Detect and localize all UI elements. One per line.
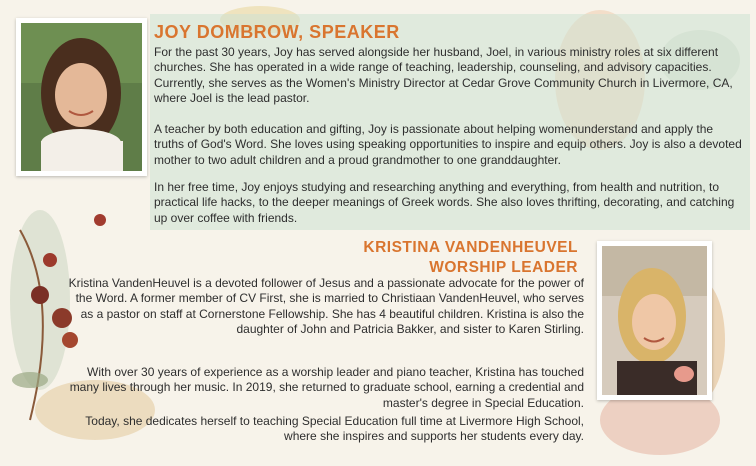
speaker2-paragraph-1: Kristina VandenHeuvel is a devoted follower of Jesus and a passionate advocate for the power of the Word. A former member of CV First, she is married to Christiaan VandenHeuvel, who serves as a pastor on staff at Cornerstone Fellowship. She has 4 beautiful children. Kristina is also the daughter of John and Patricia Bakker, and sister to Karen Stirling. — [68, 276, 584, 337]
speaker2-paragraph-2: With over 30 years of experience as a worship leader and piano teacher, Kristina has touched many lives through her music. In 2019, she returned to graduate school, earning a credential and master's degree in Special Education. — [69, 365, 584, 410]
speaker1-heading: JOY DOMBROW, SPEAKER — [154, 22, 400, 42]
speaker2-paragraph-3: Today, she dedicates herself to teaching Special Education full time at Livermore High School, where she inspires and supports her students every day. — [85, 414, 584, 444]
speaker2-heading-role: WORSHIP LEADER — [429, 259, 578, 276]
speaker1-paragraph-3: In her free time, Joy enjoys studying and researching anything and everything, from health and nutrition, to practical life hacks, to the deeper meanings of Greek words. She also loves thrifting, decorating, and catching up over coffee with friends. — [154, 180, 735, 225]
speaker1-paragraph-1: For the past 30 years, Joy has served alongside her husband, Joel, in various ministry roles at six different churches. She has operated in a wide range of teaching, leadership, counseling, and advisory capacities. Currently, she serves as the Women's Ministry Director at Cedar Grove Community Church in Livermore, CA, where Joel is the lead pastor. — [154, 45, 733, 106]
speaker2-photo — [597, 241, 712, 400]
speaker2-heading-name: KRISTINA VANDENHEUVEL — [363, 239, 578, 256]
speaker1-photo — [16, 18, 147, 176]
speaker1-paragraph-2: A teacher by both education and gifting, Joy is passionate about helping womenunderstand and apply the truths of God's Word. She loves using speaking opportunities to inspire and equip others. Joy is also a devoted mother to two adult children and a proud grandmother to one granddaughter. — [154, 122, 742, 167]
